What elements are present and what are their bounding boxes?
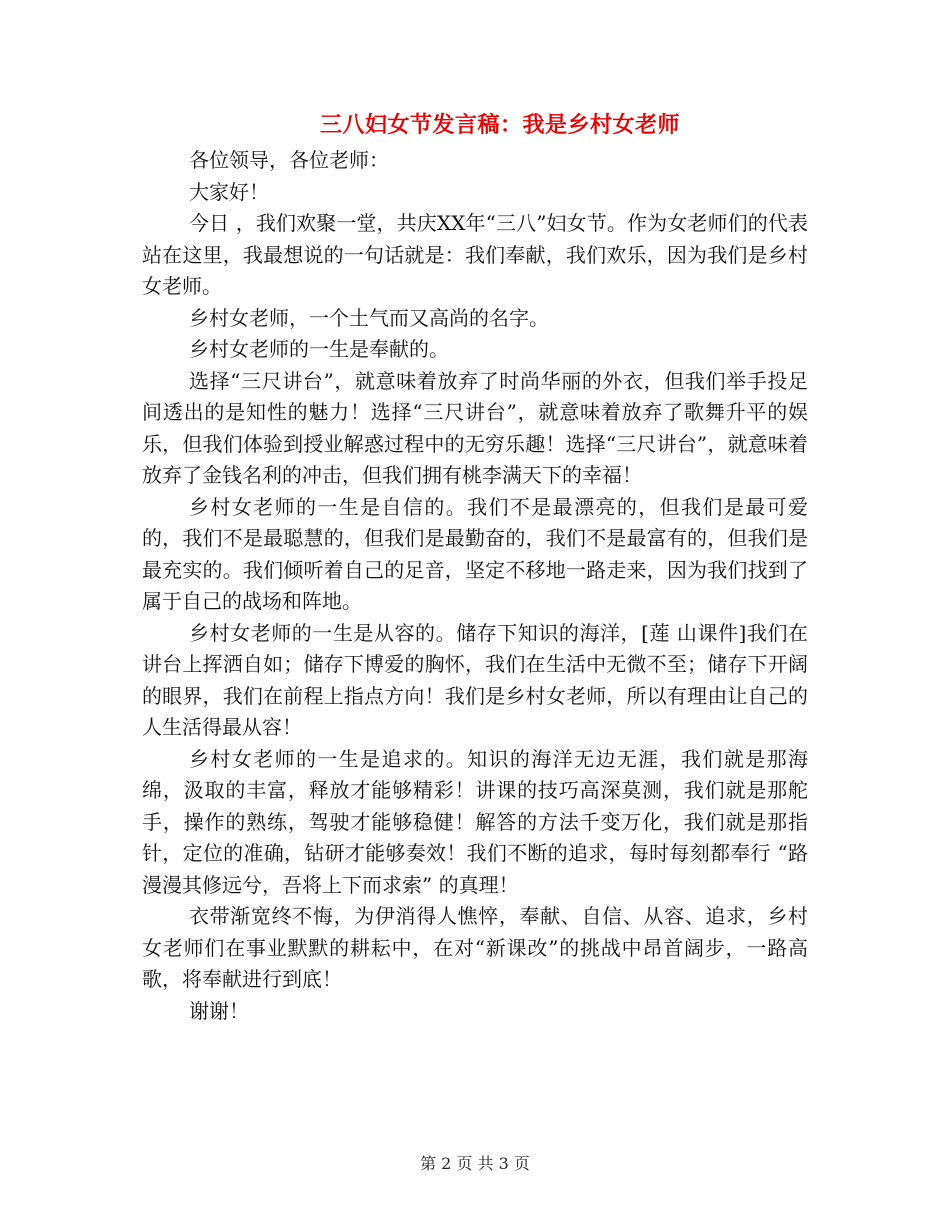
paragraph-conclusion: 衣带渐宽终不悔，为伊消得人憔悴，奉献、自信、从容、追求，乡村女老师们在事业默默的耕耘中，在对“新课改”的挑战中昂首阔步，一路高歌，将奉献进行到底！ [142, 904, 808, 991]
paragraph-name: 乡村女老师，一个土气而又高尚的名字。 [189, 305, 549, 330]
document-body [142, 145, 808, 1027]
paragraph-salutation: 各位领导，各位老师： [189, 148, 389, 172]
paragraph-thanks: 谢谢！ [189, 998, 249, 1023]
paragraph-intro: 今日 ，我们欢聚一堂，共庆XX年“三八”妇女节。作为女老师们的代表站在这里，我最想说的一句话就是：我们奉献，我们欢乐，因为我们是乡村女老师。 [142, 211, 808, 298]
paragraph-confidence: 乡村女老师的一生是自信的。我们不是最漂亮的，但我们是最可爱的，我们不是最聪慧的，但我们是最勤奋的，我们不是最富有的，但我们是最充实的。我们倾听着自己的足音，坚定不移地一路走来，因为我们找到了属于自己的战场和阵地。 [142, 494, 808, 613]
paragraph-greeting: 大家好！ [189, 179, 269, 204]
paragraph-composure: 乡村女老师的一生是从容的。储存下知识的海洋，[莲 山课件]我们在讲台上挥洒自如；储存下博爱的胸怀，我们在生活中无微不至；储存下开阔的眼界，我们在前程上指点方向！我们是乡村女老师，所以有理由让自己的人生活得最从容！ [142, 620, 808, 739]
page-number-footer: 第 2 页 共 3 页 [420, 1154, 530, 1173]
document-title: 三八妇女节发言稿：我是乡村女老师 [319, 113, 680, 138]
paragraph-dedication: 选择“三尺讲台”，就意味着放弃了时尚华丽的外衣，但我们举手投足间透出的是知性的魅力！选择“三尺讲台”，就意味着放弃了歌舞升平的娱乐，但我们体验到授业解惑过程中的无穷乐趣！选择“三尺讲台”，就意味着放弃了金钱名利的冲击，但我们拥有桃李满天下的幸福！ [142, 368, 808, 487]
paragraph-dedication-heading: 乡村女老师的一生是奉献的。 [189, 337, 449, 361]
paragraph-pursuit: 乡村女老师的一生是追求的。知识的海洋无边无涯，我们就是那海绵，汲取的丰富，释放才能够精彩！讲课的技巧高深莫测，我们就是那舵手，操作的熟练，驾驶才能够稳健！解答的方法千变万化，我们就是那指针，定位的准确，钻研才能够奏效！我们不断的追求，每时每刻都奉行 “路漫漫其修远兮，吾将上下而求索” 的真理！ [142, 746, 808, 897]
